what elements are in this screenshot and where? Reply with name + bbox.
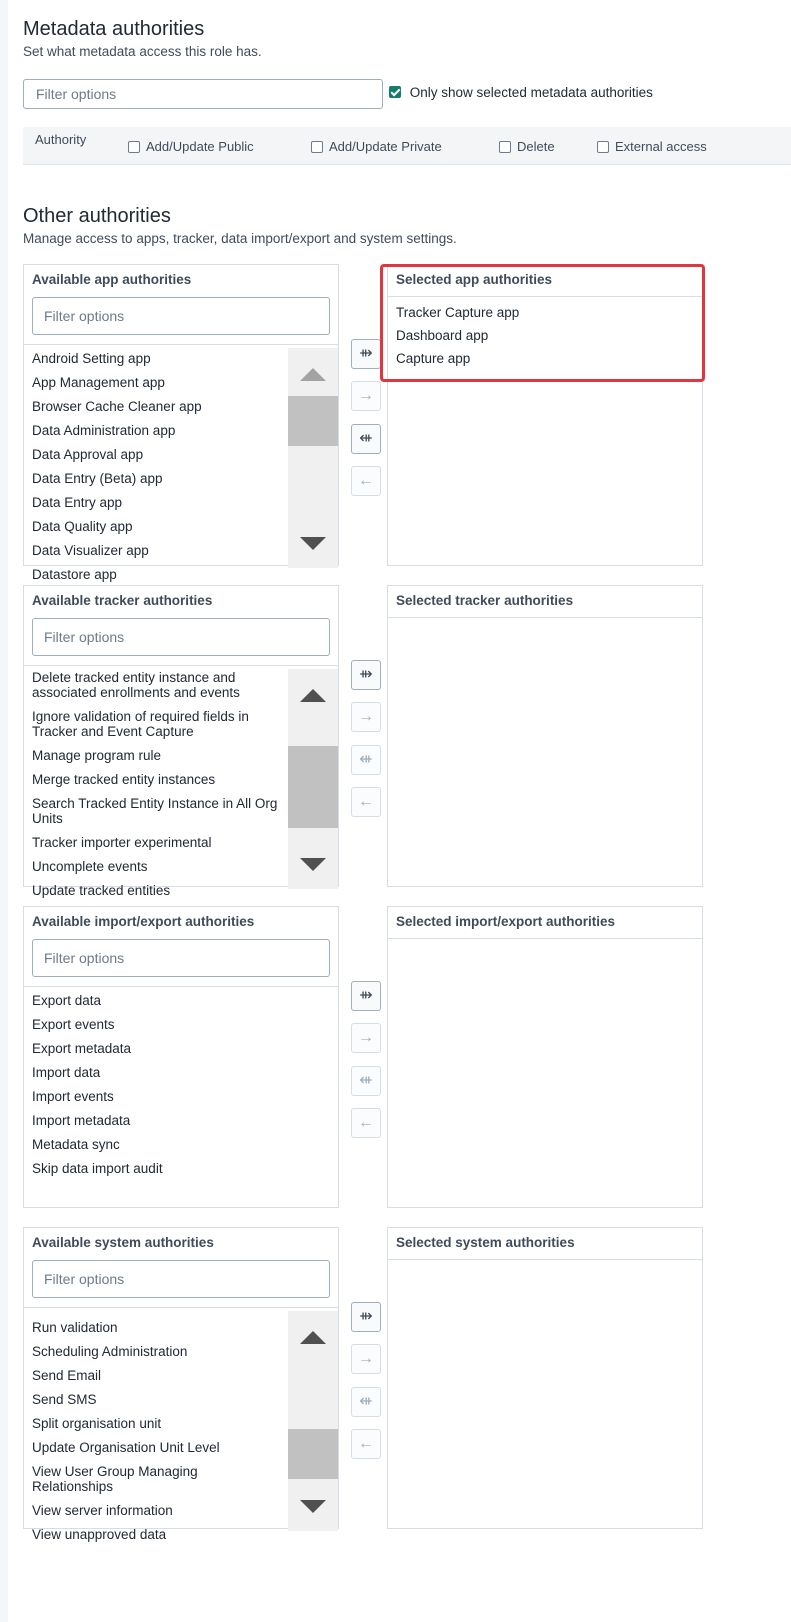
list-item[interactable]: Export events xyxy=(32,1017,115,1032)
scrollbar-thumb[interactable] xyxy=(288,396,338,446)
scroll-up-icon[interactable] xyxy=(300,689,326,702)
add-all-import-export-button[interactable]: ⇻ xyxy=(351,981,381,1011)
list-item[interactable]: Scheduling Administration xyxy=(32,1344,188,1359)
list-item[interactable]: Data Administration app xyxy=(32,423,176,438)
external-access-checkbox[interactable] xyxy=(597,141,609,153)
list-item[interactable]: Metadata sync xyxy=(32,1137,120,1152)
scroll-down-icon[interactable] xyxy=(300,537,326,550)
only-selected-label: Only show selected metadata authorities xyxy=(409,84,653,100)
page xyxy=(8,0,791,1622)
list-item[interactable]: Data Approval app xyxy=(32,447,144,462)
metadata-authorities-description: Set what metadata access this role has. xyxy=(23,44,262,59)
list-item[interactable]: Tracker importer experimental xyxy=(32,835,212,850)
remove-all-system-button[interactable]: ⇺ xyxy=(351,1387,381,1417)
selected-tracker-authorities-title: Selected tracker authorities xyxy=(396,593,574,608)
list-item[interactable]: Run validation xyxy=(32,1320,118,1335)
available-tracker-authorities-title: Available tracker authorities xyxy=(32,593,213,608)
add-system-button[interactable]: → xyxy=(351,1344,381,1374)
list-item[interactable]: Android Setting app xyxy=(32,351,151,366)
tracker-authorities-scrollbar[interactable] xyxy=(288,669,338,889)
list-item[interactable]: Send SMS xyxy=(32,1392,97,1407)
available-tracker-authorities-panel xyxy=(23,585,339,898)
add-update-private-toggle[interactable] xyxy=(311,139,442,154)
scrollbar-thumb[interactable] xyxy=(288,746,338,828)
list-item[interactable]: Update tracked entities xyxy=(32,883,171,898)
scroll-up-icon[interactable] xyxy=(300,1331,326,1344)
list-item[interactable]: Dashboard app xyxy=(396,328,489,343)
external-access-toggle[interactable] xyxy=(597,139,707,154)
panel-divider xyxy=(24,986,338,987)
list-item[interactable]: Datastore app xyxy=(32,567,117,582)
remove-import-export-button[interactable]: ← xyxy=(351,1108,381,1138)
list-item[interactable]: App Management app xyxy=(32,375,165,390)
add-app-button[interactable]: → xyxy=(351,381,381,411)
list-item[interactable]: Export data xyxy=(32,993,102,1008)
list-item[interactable]: Send Email xyxy=(32,1368,102,1383)
available-import-export-authorities-list xyxy=(32,993,282,1207)
panel-divider xyxy=(388,1259,702,1260)
metadata-authorities-title: Metadata authorities xyxy=(23,18,205,40)
selected-app-authorities-title: Selected app authorities xyxy=(396,272,553,287)
available-system-authorities-title: Available system authorities xyxy=(32,1235,214,1250)
add-import-export-button[interactable]: → xyxy=(351,1023,381,1053)
list-item[interactable]: Skip data import audit xyxy=(32,1161,163,1176)
list-item[interactable]: Search Tracked Entity Instance in All Org Units xyxy=(32,796,278,826)
available-app-authorities-title: Available app authorities xyxy=(32,272,192,287)
other-authorities-description: Manage access to apps, tracker, data import/export and system settings. xyxy=(23,231,457,246)
selected-import-export-authorities-panel xyxy=(387,906,703,1208)
other-authorities-title: Other authorities xyxy=(23,205,171,227)
add-all-app-button[interactable]: ⇻ xyxy=(351,339,381,369)
list-item[interactable]: View User Group Managing Relationships xyxy=(32,1464,198,1494)
add-update-public-toggle[interactable] xyxy=(128,139,254,154)
only-selected-checkbox[interactable] xyxy=(389,86,401,98)
add-all-tracker-button[interactable]: ⇻ xyxy=(351,660,381,690)
available-app-authorities-panel xyxy=(23,264,339,582)
scroll-down-icon[interactable] xyxy=(300,858,326,871)
selected-system-authorities-title: Selected system authorities xyxy=(396,1235,575,1250)
list-item[interactable]: Browser Cache Cleaner app xyxy=(32,399,202,414)
list-item[interactable]: Data Entry app xyxy=(32,495,123,510)
list-item[interactable]: Ignore validation of required fields in Tracker and Event Capture xyxy=(32,709,249,739)
add-update-private-label: Add/Update Private xyxy=(329,139,442,154)
available-system-authorities-list xyxy=(32,1320,282,1542)
available-import-export-authorities-title: Available import/export authorities xyxy=(32,914,255,929)
add-update-public-label: Add/Update Public xyxy=(146,139,254,154)
external-access-label: External access xyxy=(615,139,707,154)
list-item[interactable]: Manage program rule xyxy=(32,748,162,763)
only-selected-toggle[interactable] xyxy=(389,84,653,100)
available-app-authorities-list xyxy=(32,351,282,582)
remove-all-tracker-button[interactable]: ⇺ xyxy=(351,745,381,775)
remove-system-button[interactable]: ← xyxy=(351,1429,381,1459)
list-item[interactable]: Merge tracked entity instances xyxy=(32,772,216,787)
list-item[interactable]: Delete tracked entity instance and associated enrollments and events xyxy=(32,670,240,700)
add-update-private-checkbox[interactable] xyxy=(311,141,323,153)
remove-all-import-export-button[interactable]: ⇺ xyxy=(351,1066,381,1096)
scrollbar-thumb[interactable] xyxy=(288,1429,338,1479)
available-tracker-authorities-list xyxy=(32,670,282,898)
panel-divider xyxy=(388,617,702,618)
remove-tracker-button[interactable]: ← xyxy=(351,787,381,817)
list-item[interactable]: Data Visualizer app xyxy=(32,543,149,558)
list-item[interactable]: Capture app xyxy=(396,351,471,366)
metadata-authority-header xyxy=(23,127,791,165)
scroll-down-icon[interactable] xyxy=(300,1500,326,1513)
available-system-authorities-panel xyxy=(23,1227,339,1542)
import-export-authorities-filter-input[interactable] xyxy=(32,939,330,977)
add-all-system-button[interactable]: ⇻ xyxy=(351,1302,381,1332)
list-item[interactable]: Update Organisation Unit Level xyxy=(32,1440,220,1455)
metadata-filter-input[interactable] xyxy=(23,79,383,109)
system-authorities-filter-input[interactable] xyxy=(32,1260,330,1298)
selected-system-authorities-panel xyxy=(387,1227,703,1529)
list-item[interactable]: Import metadata xyxy=(32,1113,131,1128)
list-item[interactable]: Uncomplete events xyxy=(32,859,148,874)
selected-app-authorities-highlight xyxy=(380,264,705,382)
remove-all-app-button[interactable]: ⇺ xyxy=(351,424,381,454)
panel-divider xyxy=(388,938,702,939)
available-import-export-authorities-panel xyxy=(23,906,339,1208)
delete-checkbox[interactable] xyxy=(499,141,511,153)
system-authorities-scrollbar[interactable] xyxy=(288,1311,338,1531)
list-item[interactable]: View unapproved data xyxy=(32,1527,167,1542)
list-item[interactable]: Tracker Capture app xyxy=(396,305,520,320)
list-item[interactable]: Data Quality app xyxy=(32,519,133,534)
list-item[interactable]: Split organisation unit xyxy=(32,1416,162,1431)
remove-app-button[interactable]: ← xyxy=(351,466,381,496)
tracker-authorities-filter-input[interactable] xyxy=(32,618,330,656)
scroll-up-icon[interactable] xyxy=(300,368,326,381)
add-tracker-button[interactable]: → xyxy=(351,702,381,732)
selected-tracker-authorities-panel xyxy=(387,585,703,887)
list-item[interactable]: Export metadata xyxy=(32,1041,132,1056)
selected-import-export-authorities-title: Selected import/export authorities xyxy=(396,914,616,929)
panel-divider xyxy=(24,1307,338,1308)
panel-divider xyxy=(24,665,338,666)
add-update-public-checkbox[interactable] xyxy=(128,141,140,153)
authority-column-label: Authority xyxy=(35,132,87,147)
list-item[interactable]: View server information xyxy=(32,1503,173,1518)
list-item[interactable]: Import events xyxy=(32,1089,114,1104)
list-item[interactable]: Import data xyxy=(32,1065,101,1080)
delete-toggle[interactable] xyxy=(499,139,555,154)
panel-divider xyxy=(24,344,338,345)
app-authorities-scrollbar[interactable] xyxy=(288,348,338,568)
list-item[interactable]: Data Entry (Beta) app xyxy=(32,471,163,486)
app-authorities-filter-input[interactable] xyxy=(32,297,330,335)
delete-label: Delete xyxy=(517,139,555,154)
